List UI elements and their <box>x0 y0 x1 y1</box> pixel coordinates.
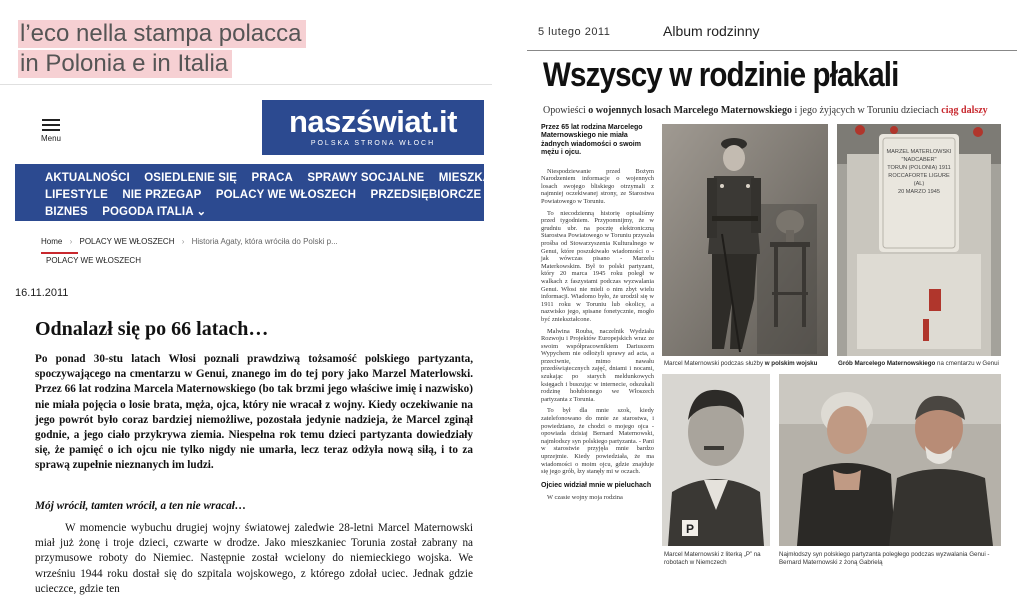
article-lead: Po ponad 30-stu latach Włosi poznali prawdziwą tożsamość polskiego partyzanta, spoczywającego na cmentarzu w Genui, znanego im do tej pory jako Marzel Materlowski. Przez 66 lat rodzina Marcela Maternowskiego (bo tak brzmi jego właściwe imię i nazwisko) nie miała pojęcia o losie brata, męża, ojca, który nie wracał z wojny. Kiedy oczekiwanie na jego powrót było coraz bardziej niemożliwe, pozostała jedynie nadzieja, że Marcel zginął godnie, a jego ciało przykrywa ziemia. Niespełna rok temu dzieci partyzanta dowiedziały się, że pamięć o ich ojcu nie tylko nigdy nie umarła, lecz teraz odżyła nową siłą, i to za sprawą zupełnie nieznanych im ludzi. <box>35 353 473 472</box>
article-title: Odnalazł się po 66 latach… <box>35 318 269 340</box>
newspaper-rule <box>527 50 1017 51</box>
breadcrumb-underline <box>41 252 78 254</box>
photo-caption: Najmłodszy syn polskiego partyzanta poległego podczas wyzwalania Genui - Bernard Maternowski z żoną Gabrielą <box>779 551 990 566</box>
logo-text: naszświat.it <box>289 104 457 139</box>
nav-row <box>45 168 511 185</box>
newspaper-column <box>541 124 654 570</box>
slide-title-line1: l’eco nella stampa polacca <box>18 20 306 48</box>
nav-item-nie-przegap[interactable]: NIE PRZEGAP <box>122 189 202 201</box>
newspaper-paragraph: Niespodziewanie przed Bożym Narodzeniem informacje o wojennych losach swojego bliskiego otrzymali z najmniej oczekiwanej strony, ze Starostwa Powiatowego w Toruniu. <box>541 167 654 205</box>
photo-caption: Grób Marcelego Maternowskiego na cmentarzu w Genui <box>838 360 999 367</box>
newspaper-date: 5 lutego 2011 <box>538 26 611 38</box>
newspaper-paragraph: To niecodzienną historię opisaliśmy przed tygodniem. Przypomnijmy, że w grudniu ubr. na pocztę elektroniczną Starostwa Powiatowego w Toruniu przyszła prośba od Stowarzyszenia Kulturalnego w Genui, które poszukiwało wiadomości o - jak wówczas pisano - Marzelu Materkowskim. Był to polski partyzant, który 20 marca 1945 roku poległ w walkach z faszystami podczas wyzwalania Genui. Włosi nie mieli o nim zbyt wielu informacji. Wiadomo było, że urodził się w 1911 roku w Toruniu lub okolicy, a nazwisko jego, spisane fonetycznie, mogło być zniekształcone. <box>541 209 654 323</box>
breadcrumb <box>41 237 338 246</box>
newspaper-lead: Przez 65 lat rodzina Marcelego Maternowskiego nie miała żadnych wiadomości o swoim mężu i ojcu. <box>541 124 643 157</box>
title-divider <box>0 84 492 85</box>
nav-row <box>45 185 521 202</box>
photo-caption: Marcel Maternowski z literką „P” na robotach w Niemczech <box>664 551 761 566</box>
continued-label: ciąg dalszy <box>941 105 988 116</box>
logo-tagline: POLSKA STRONA WŁOCH <box>310 140 436 147</box>
portrait-photo <box>662 374 770 546</box>
grave-inscription: MARZEL MATERLOWSKI "NADCABER" TORUN (POLONIA) 1911 ROCCAFORTE LIGURE (AL) 20 MARZO 1945 <box>886 149 952 195</box>
hamburger-icon <box>42 119 60 121</box>
newspaper-headline: Wszyscy w rodzinie płakali <box>543 56 899 94</box>
newspaper-paragraph: Malwina Rouba, naczelnik Wydziału Rozwoju i Projektów Europejskich wraz ze swoim współpracownikiem Dariuszem Wypychem nie odłożyli sprawy ad acta, a przeciwnie, mimo nawału przedświątecznych zajęć, dniami i nocami, szukając po starych meldunkowych księgach i buszując w internecie, odszukali rodzinę hołubionego we Włoszech partyzanta z Torunia. <box>541 327 654 403</box>
newspaper-subheadline: Opowieści o wojennych losach Marcelego Maternowskiego i jego żyjących w Toruniu dzieciach ciąg dalszy <box>543 105 988 116</box>
soldier-photo <box>662 124 828 356</box>
photo-caption: Marcel Maternowski podczas służby w polskim wojsku <box>664 360 818 367</box>
grave-photo <box>837 124 1001 356</box>
breadcrumb-home[interactable]: Home <box>41 237 63 246</box>
slide-title <box>18 20 306 78</box>
slide-title-line2: in Polonia e in Italia <box>18 50 232 78</box>
nav-item-praca[interactable]: PRACA <box>251 172 293 184</box>
main-nav <box>15 164 521 221</box>
breadcrumb-category[interactable]: POLACY WE WŁOSZECH <box>79 237 175 246</box>
breadcrumb-separator: › <box>69 237 73 246</box>
article-body: W momencie wybuchu drugiej wojny światowej zaledwie 28-letni Marcel Maternowski miał już żonę i troje dzieci, czwarte w drodze. Jako mieszkaniec Torunia został zabrany na przymusowe roboty do Niemiec. Następnie został wcielony do niemieckiego wojska. We wrześniu 1944 roku dostał się do szpitala wojskowego, z którego zdołał uciec. Jednak gdzie ucieczce, gdzie ten <box>35 522 473 595</box>
newspaper-section: Album rodzinny <box>663 23 760 39</box>
svg-text:P: P <box>686 522 695 536</box>
nav-item-aktualnosci[interactable]: AKTUALNOŚCI <box>45 172 130 184</box>
breadcrumb-separator: › <box>181 237 185 246</box>
nav-item-sprawy-socjalne[interactable]: SPRAWY SOCJALNE <box>307 172 425 184</box>
nav-item-biznes[interactable]: BIZNES <box>45 206 88 218</box>
nav-item-pogoda[interactable]: POGODA ITALIA ⌄ <box>102 206 207 218</box>
nav-item-lifestyle[interactable]: LIFESTYLE <box>45 189 108 201</box>
nav-item-polacy[interactable]: POLACY WE WŁOSZECH <box>215 189 357 201</box>
newspaper-paragraph: To był dla mnie szok, kiedy zatelefonowano do mnie ze starostwa, i powiedziano, że chodzi o mojego ojca - opowiada dzisiaj Bernard Maternowski, najmłodszy syn polskiego partyzanta. - Pani w starostwie przyjęła mnie bardzo uprzejmie. Kiedy powiedziała, że ma wiadomości o moim ojcu, gdzie znajduje się jego grób, łzy stanęły mi w oczach. <box>541 407 654 476</box>
nav-item-mieszkanie[interactable]: MIESZKANIE <box>438 172 511 184</box>
breadcrumb-current: Historia Agaty, która wróciła do Polski p... <box>191 237 338 246</box>
couple-photo <box>779 374 1001 546</box>
article-date: 16.11.2011 <box>15 287 69 299</box>
menu-button[interactable] <box>40 116 62 143</box>
nav-item-przedsiebiorcze[interactable]: PRZEDSIĘBIORCZE POLKI <box>370 189 521 201</box>
category-tag[interactable]: POLACY WE WŁOSZECH <box>46 256 141 265</box>
article-subheading: Mój wrócił, tamten wrócił, a ten nie wracał… <box>35 500 247 512</box>
newspaper-crosshead: Ojciec widział mnie w pieluchach <box>541 481 652 489</box>
nav-item-osiedlenie[interactable]: OSIEDLENIE SIĘ <box>144 172 238 184</box>
menu-label: Menu <box>40 134 61 143</box>
nav-row <box>45 202 474 219</box>
newspaper-paragraph: W czasie wojny moja rodzina <box>547 494 623 502</box>
site-logo[interactable] <box>262 100 484 155</box>
